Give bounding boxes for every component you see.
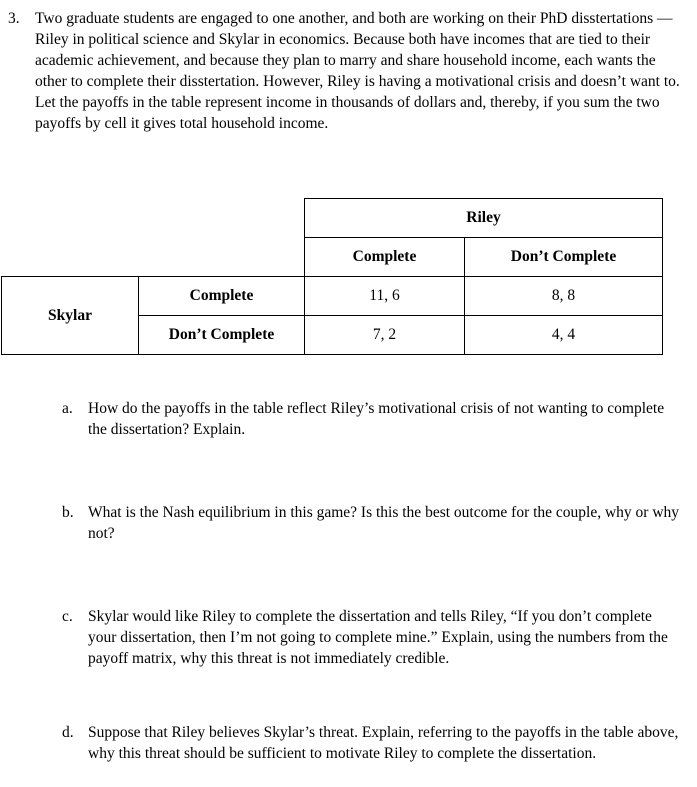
problem-text: Two graduate students are engaged to one another, and both are working on their PhD disstertations — Riley in political science and Skylar in economics. Because both have incomes that are tied to their academic achievement, and because they plan to marry and share household income, each wants the other to complete their disstertation. However, Riley is having a motivational crisis and doesn’t want to. Let the payoffs in the table represent income in thousands of dollars and, thereby, if you sum the two payoffs by cell it gives total household income. [35, 10, 680, 132]
payoff-cell: 4, 4 [465, 316, 663, 355]
problem-number: 3. [8, 10, 20, 27]
header-row-strategies [2, 238, 663, 277]
question-text: How do the payoffs in the table reflect Riley’s motivational crisis of not wanting to complete the dissertation? Explain. [88, 400, 665, 438]
payoff-cell: 8, 8 [465, 277, 663, 316]
question-text: What is the Nash equilibrium in this game? Is this the best outcome for the couple, why or why not? [88, 504, 680, 542]
question-d [62, 722, 682, 764]
column-player-label: Riley [305, 199, 663, 238]
problem-statement [8, 8, 680, 134]
row-player-label: Skylar [2, 277, 139, 355]
row-strategy-dont-complete: Don’t Complete [139, 316, 305, 355]
question-c [62, 606, 682, 669]
payoff-matrix [1, 198, 663, 355]
question-text: Skylar would like Riley to complete the dissertation and tells Riley, “If you don’t complete your dissertation, then I’m not going to complete mine.” Explain, using the numbers from the payoff matrix, why this threat is not immediately credible. [88, 608, 668, 667]
payoff-cell: 11, 6 [305, 277, 465, 316]
column-strategy-complete: Complete [305, 238, 465, 277]
question-label: c. [62, 608, 73, 625]
question-a [62, 398, 682, 440]
question-label: a. [62, 400, 73, 417]
header-row-player [2, 199, 663, 238]
table-row [2, 277, 663, 316]
question-b [62, 502, 682, 544]
row-strategy-complete: Complete [139, 277, 305, 316]
question-label: b. [62, 504, 74, 521]
payoff-cell: 7, 2 [305, 316, 465, 355]
column-strategy-dont-complete: Don’t Complete [465, 238, 663, 277]
question-text: Suppose that Riley believes Skylar’s threat. Explain, referring to the payoffs in the table above, why this threat should be sufficient to motivate Riley to complete the dissertation. [88, 724, 679, 762]
question-label: d. [62, 724, 74, 741]
